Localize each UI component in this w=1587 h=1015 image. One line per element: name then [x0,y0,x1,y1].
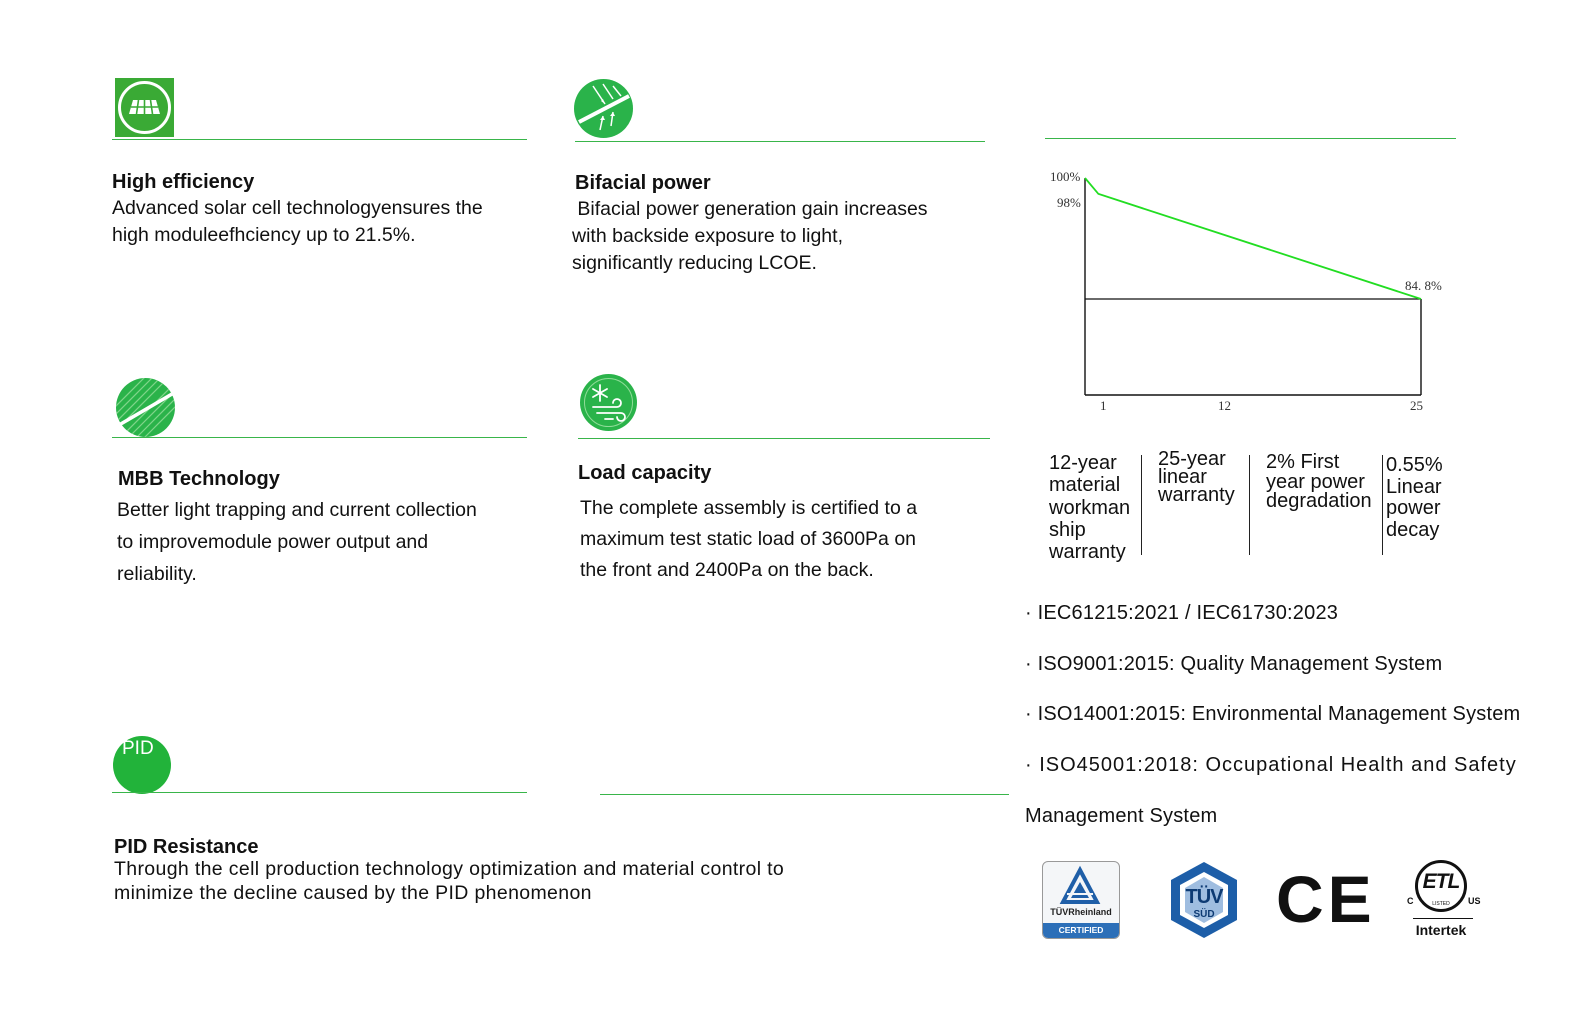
tuv-sud-sub: SÜD [1193,909,1215,920]
snow-wind-icon [579,373,638,432]
pid-icon-label: PID [122,738,154,759]
column-separator [1141,455,1142,555]
etl-country-right: US [1468,896,1481,906]
end-value-label: 84. 8% [1405,278,1442,293]
etl-brand: Intertek [1415,922,1467,938]
x-tick-12: 12 [1218,398,1231,413]
x-tick-25: 25 [1410,398,1423,413]
etl-country-left: C [1407,896,1414,906]
warranty-chart [1040,160,1460,420]
solar-panel-icon [115,78,174,137]
tuv-rheinland-logo [1042,861,1120,939]
divider [600,794,1009,795]
bifacial-icon [573,78,634,139]
feature-title: MBB Technology [118,468,280,490]
tuv-sud-logo [1164,860,1244,940]
ce-mark-logo: CE [1276,862,1376,936]
etl-mark: ETL [1422,870,1460,893]
certification-item: · IEC61215:2021 / IEC61730:2023 [1025,602,1339,624]
feature-title: High efficiency [112,171,255,193]
certification-item: · ISO9001:2015: Quality Management System [1025,653,1443,675]
warranty-item: 25-year linear warranty [1158,448,1235,506]
warranty-item: 0.55% Linear power decay [1386,454,1443,541]
etl-listed-logo [1405,858,1485,942]
etl-underline [1413,918,1473,919]
pid-icon [113,736,171,794]
divider [578,438,990,439]
column-separator [1382,455,1383,555]
power-warranty-line [1085,178,1421,299]
certification-item: · ISO45001:2018: Occupational Health and Safety [1025,754,1517,776]
divider [112,437,527,438]
tuv-rheinland-name: TÜVRheinland [1050,907,1112,917]
divider [112,139,527,140]
divider [575,141,985,142]
tuv-sud-name: TÜV [1185,886,1223,908]
feature-description: Bifacial power generation gain increases with backside exposure to light, significantly reducing LCOE. [572,198,928,274]
feature-description: Better light trapping and current collection to improvemodule power output and reliability. [117,499,477,585]
feature-title: Bifacial power [575,172,711,194]
feature-description: Through the cell production technology optimization and material control to minimize the decline caused by the PID phenomenon [114,858,785,904]
y-label-100: 100% [1050,169,1081,184]
warranty-item: 2% First year power degradation [1266,451,1372,512]
tuv-rheinland-sub: CERTIFIED [1043,923,1119,938]
column-separator [1249,455,1250,555]
feature-description: Advanced solar cell technologyensures the high moduleefhciency up to 21.5%. [112,197,483,246]
etl-small-text: LISTED [1432,901,1450,907]
divider [112,792,527,793]
certification-item: · ISO14001:2015: Environmental Management System [1025,703,1521,725]
feature-description: The complete assembly is certified to a maximum test static load of 3600Pa on the front and 2400Pa on the back. [580,497,918,581]
y-label-98: 98% [1057,195,1081,210]
mbb-cell-icon [115,377,176,438]
warranty-item: 12-year material workman ship warranty [1049,452,1131,564]
certification-item: Management System [1025,805,1218,827]
x-tick-1: 1 [1100,398,1107,413]
feature-title: Load capacity [578,462,712,484]
feature-title: PID Resistance [114,836,259,858]
divider [1045,138,1456,139]
